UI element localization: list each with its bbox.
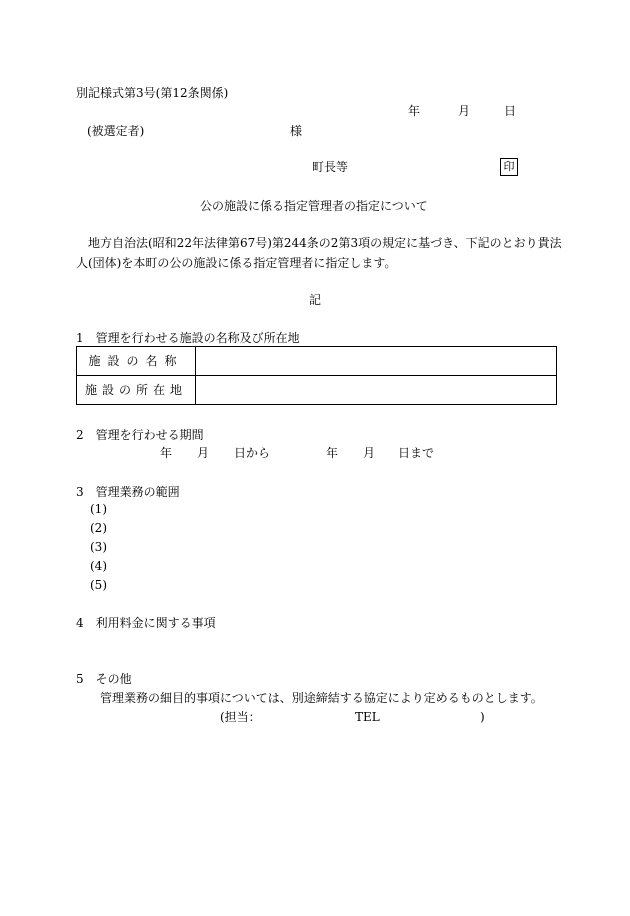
issuer-label: 町長等 [312,160,349,174]
ki-heading: 記 [309,293,322,307]
period-from-month: 月 [197,446,210,460]
table-row [77,376,557,405]
scope-item-3: (3) [90,540,107,554]
contact-close: ) [480,710,485,724]
addressee-honorific: 様 [290,124,303,138]
section-5-heading: 5 その他 [76,672,132,686]
contact-tel-label: TEL [355,710,380,724]
date-month: 月 [458,104,471,118]
form-number: 別記様式第3号(第12条関係) [76,86,229,100]
facility-name-value [196,347,557,376]
scope-item-2: (2) [90,521,107,535]
scope-item-4: (4) [90,559,107,573]
scope-item-5: (5) [90,578,107,592]
facility-table [76,346,557,405]
section-3-heading: 3 管理業務の範囲 [76,485,180,499]
date-year: 年 [408,104,421,118]
body-line-2: 人(団体)を本町の公の施設に係る指定管理者に指定します。 [76,256,397,270]
section-1-heading: 1 管理を行わせる施設の名称及び所在地 [76,331,300,345]
table-row [77,347,557,376]
addressee-label: (被選定者) [87,124,145,138]
scope-item-1: (1) [90,502,107,516]
other-text: 管理業務の細目的事項については、別途締結する協定により定めるものとします。 [100,691,543,705]
period-from-year: 年 [160,446,173,460]
facility-location-label: 施設の所在地 [77,376,196,405]
period-from-day: 日から [234,446,271,460]
facility-location-value [196,376,557,405]
seal-mark: 印 [500,158,518,176]
section-4-heading: 4 利用料金に関する事項 [76,616,216,630]
period-to-year: 年 [326,446,339,460]
body-line-1: 地方自治法(昭和22年法律第67号)第244条の2第3項の規定に基づき、下記のとおり貴法 [88,236,562,250]
period-to-month: 月 [363,446,376,460]
section-2-heading: 2 管理を行わせる期間 [76,428,204,442]
period-to-day: 日まで [398,446,435,460]
contact-open: (担当： [220,710,261,724]
document-title: 公の施設に係る指定管理者の指定について [200,199,428,213]
date-day: 日 [504,104,517,118]
facility-name-label: 施設の名称 [77,347,196,376]
